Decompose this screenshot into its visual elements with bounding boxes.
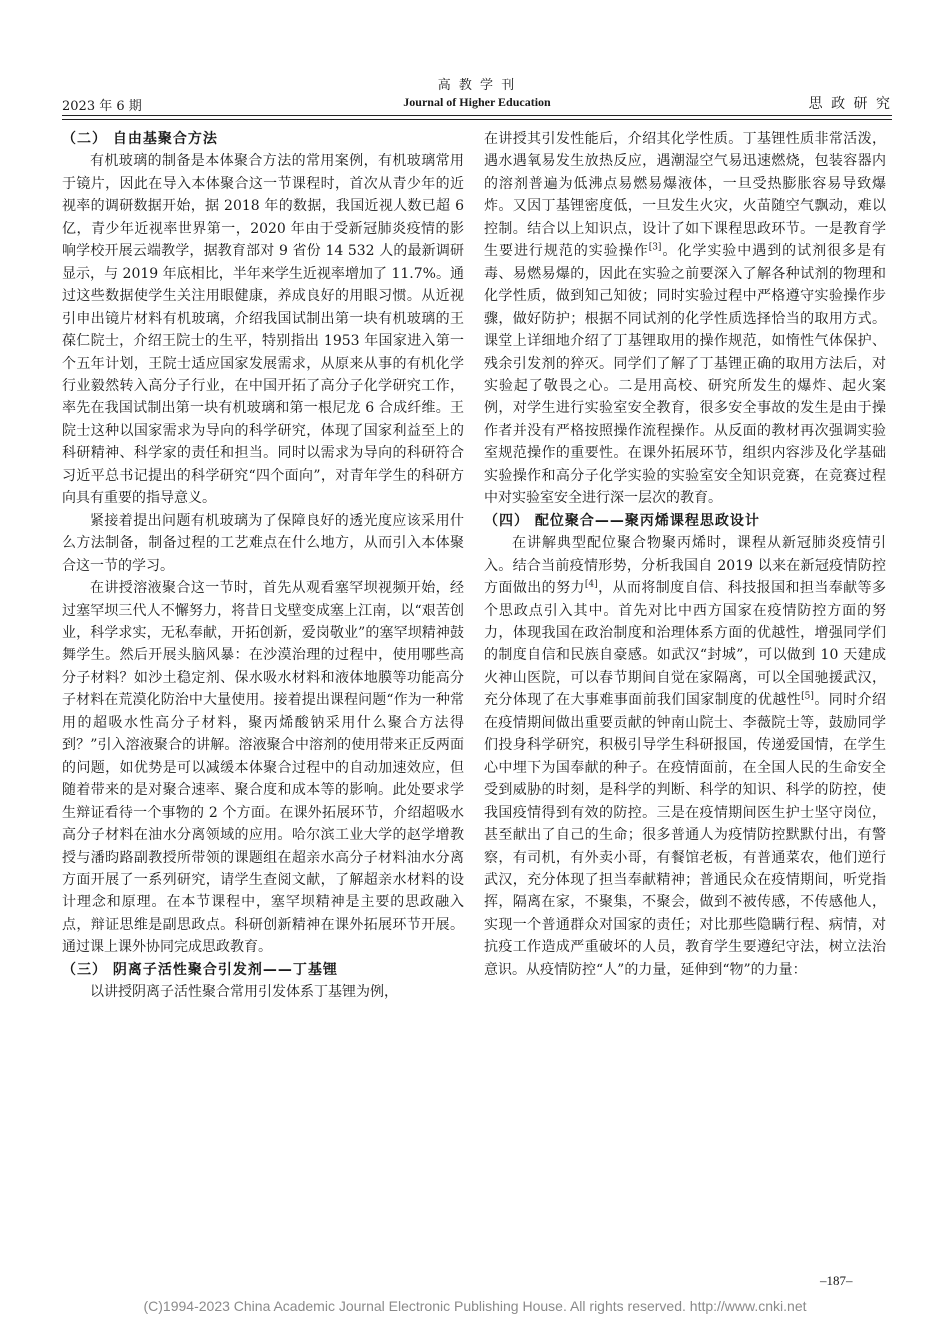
paragraph: 紧接着提出问题有机玻璃为了保障良好的透光度应该采用什么方法制备，制备过程的工艺难点在什么地方，从而引入本体聚合这一节的学习。 <box>62 512 464 574</box>
citation: [4] <box>584 579 598 590</box>
citation: [5] <box>801 691 814 702</box>
section-heading-4: （四） 配位聚合——聚丙烯课程思政设计 <box>484 512 760 529</box>
paragraph <box>484 532 886 981</box>
journal-title <box>62 78 892 110</box>
text-run: ，从而将制度自信、科技报国和担当奉献等多个思政点引入其中。首先对比中西方国家在疫情防控方面的努力，体现我国在政治制度和治理体系方面的优越性，增强同学们的制度自信和民族自豪感。如武汉“封城”，可以做到 10 天建成火神山医院，可以春节期间自觉在家隔离，可以全国驰援武汉，充分体现了在大事难事面前我们国家制度的优越性 <box>484 580 887 709</box>
paragraph-continued <box>484 128 886 510</box>
text-run: 在讲解典型配位聚合物聚丙烯时，课程从新冠肺炎疫情引入。结合当前疫情形势，分析我国自 2019 以来在新冠疫情防控方面做出的努力 <box>484 535 886 597</box>
text-run: 。同时介绍在疫情期间做出重要贡献的钟南山院士、李薇院士等，鼓励同学们投身科学研究，积极引导学生科研报国，传递爱国情，在学生心中埋下为国奉献的种子。在疫情面前，在全国人民的生命安全受到威胁的时刻，是科学的判断、科学的知识、科学的防控，使我国疫情得到有效的防控。三是在疫情期间医生护士坚守岗位，甚至献出了自己的生命；很多普通人为疫情防控默默付出，有警察，有司机，有外卖小哥，有餐馆老板，有普通菜农，他们逆行武汉，充分体现了担当奉献精神；普通民众在疫情期间，听党指挥，隔离在家，不聚集，不聚会，做到不被传感，不传感他人，实现一个普通群众对国家的责任；对比那些隐瞒行程、病情，对抗疫工作造成严重破坏的人员，教育学生要遵纪守法，树立法治意识。从疫情防控“人”的力量，延伸到“物”的力量： <box>484 692 887 978</box>
paragraph: 在讲授溶液聚合这一节时，首先从观看塞罕坝视频开始，经过塞罕坝三代人不懈努力，将昔日戈壁变成塞上江南，以“艰苦创业，科学求实，无私奉献，开拓创新，爱岗敬业”的塞罕坝精神鼓舞学生。然后开展头脑风暴：在沙漠治理的过程中，使用哪些高分子材料？如沙土稳定剂、保水吸水材料和液体地膜等功能高分子材料在荒漠化防治中大量使用。接着提出课程问题“作为一种常用的超吸水性高分子材料，聚丙烯酸钠采用什么聚合方法得到？”引入溶液聚合的讲解。溶液聚合中溶剂的使用带来正反两面的问题，如优势是可以减缓本体聚合过程中的自动加速效应，但随着带来的是对聚合速率、聚合度和成本等的影响。此处要求学生辩证看待一个事物的 2 个方面。在课外拓展环节，介绍超吸水高分子材料在油水分离领域的应用。哈尔滨工业大学的赵学增教授与潘昀路副教授所带领的课题组在超亲水高分子材料油水分离方面开展了一系列研究，请学生查阅文献，了解超亲水材料的设计理念和原理。在本节课程中，塞罕坝精神是主要的思政融入点，辩证思维是副思政点。科研创新精神在课外拓展环节开展。通过课上课外协同完成思政教育。 <box>62 580 464 956</box>
right-column <box>484 128 886 981</box>
text-run: 在讲授其引发性能后，介绍其化学性质。丁基锂性质非常活泼，遇水遇氧易发生放热反应，遇潮湿空气易迅速燃烧，包装容器内的溶剂普遍为低沸点易燃易爆液体，一旦受热膨胀容易导致爆炸。又因丁基锂密度低，一旦发生火灾，火苗随空气飘动，难以控制。结合以上知识点，设计了如下课程思政环节。一是教育学生要进行规范的实验操作 <box>484 131 886 260</box>
text-run: 。化学实验中遇到的试剂很多是有毒、易燃易爆的，因此在实验之前要深入了解各种试剂的物理和化学性质，做到知己知彼；同时实验过程中严格遵守实验操作步骤，做好防护；根据不同试剂的化学性质选择恰当的取用方式。课堂上详细地介绍了丁基锂取用的操作规范，如惰性气体保护、残余引发剂的猝灭。同学们了解了丁基锂正确的取用方法后，对实验起了敬畏之心。二是用高校、研究所发生的爆炸、起火案例，对学生进行实验室安全教育，很多安全事故的发生是由于操作者并没有严格按照操作流程操作。从反面的教材再次强调实验室规范操作的重要性。在课外拓展环节，组织内容涉及化学基础实验操作和高分子化学实验的实验室安全知识竞赛，在竞赛过程中对实验室安全进行深一层次的教育。 <box>484 243 887 507</box>
citation: [3] <box>648 242 662 253</box>
issue-label: 2023 年 6 期 <box>62 99 142 114</box>
paragraph: 以讲授阴离子活性聚合常用引发体系丁基锂为例， <box>90 984 398 1001</box>
section-heading-2: （二） 自由基聚合方法 <box>62 131 218 147</box>
header-rule-thin <box>62 119 892 120</box>
journal-title-cn: 高 教 学 刊 <box>437 78 517 93</box>
paragraph: 有机玻璃的制备是本体聚合方法的常用案例，有机玻璃常用于镜片，因此在导入本体聚合这一节课程时，首次从青少年的近视率的调研数据开始，据 2018 年的数据，我国近视人数已超 6 亿，青少年近视率世界第一，2020 年由于受新冠肺炎疫情的影响学校开展云端教学，据教育部对 9 省份 14 532 人的最新调研显示，与 2019 年底相比，半年来学生近视率增加了 11.7%。通过这些数据使学生关注用眼健康，养成良好的用眼习惯。从近视引申出镜片材料有机玻璃，介绍我国试制出第一块有机玻璃的王葆仁院士，介绍王院士的生平，特别指出 1953 年国家进入第一个五年计划，王院士适应国家发展需求，从原来从事的有机化学行业毅然转入高分子行业，在中国开拓了高分子化学研究工作，率先在我国试制出第一块有机玻璃和第一根尼龙 6 合成纤维。王院士这种以国家需求为导向的科学研究，体现了国家利益至上的科研精神、科学家的责任和担当。同时以需求为导向的科研符合习近平总书记提出的科学研究“四个面向”，对青年学生的科研方向具有重要的指导意义。 <box>62 153 464 507</box>
section-label: 思 政 研 究 <box>808 96 892 112</box>
copyright-footer: (C)1994-2023 China Academic Journal Electronic Publishing House. All rights reserved. http://www.cnki.net <box>143 1298 807 1314</box>
left-column <box>62 128 464 1004</box>
header-rule-thick <box>62 115 892 116</box>
journal-title-en: Journal of Higher Education <box>403 95 551 109</box>
page-header <box>62 78 892 114</box>
page-number: –187– <box>820 1273 853 1288</box>
section-heading-3: （三） 阴离子活性聚合引发剂——丁基锂 <box>62 961 338 978</box>
